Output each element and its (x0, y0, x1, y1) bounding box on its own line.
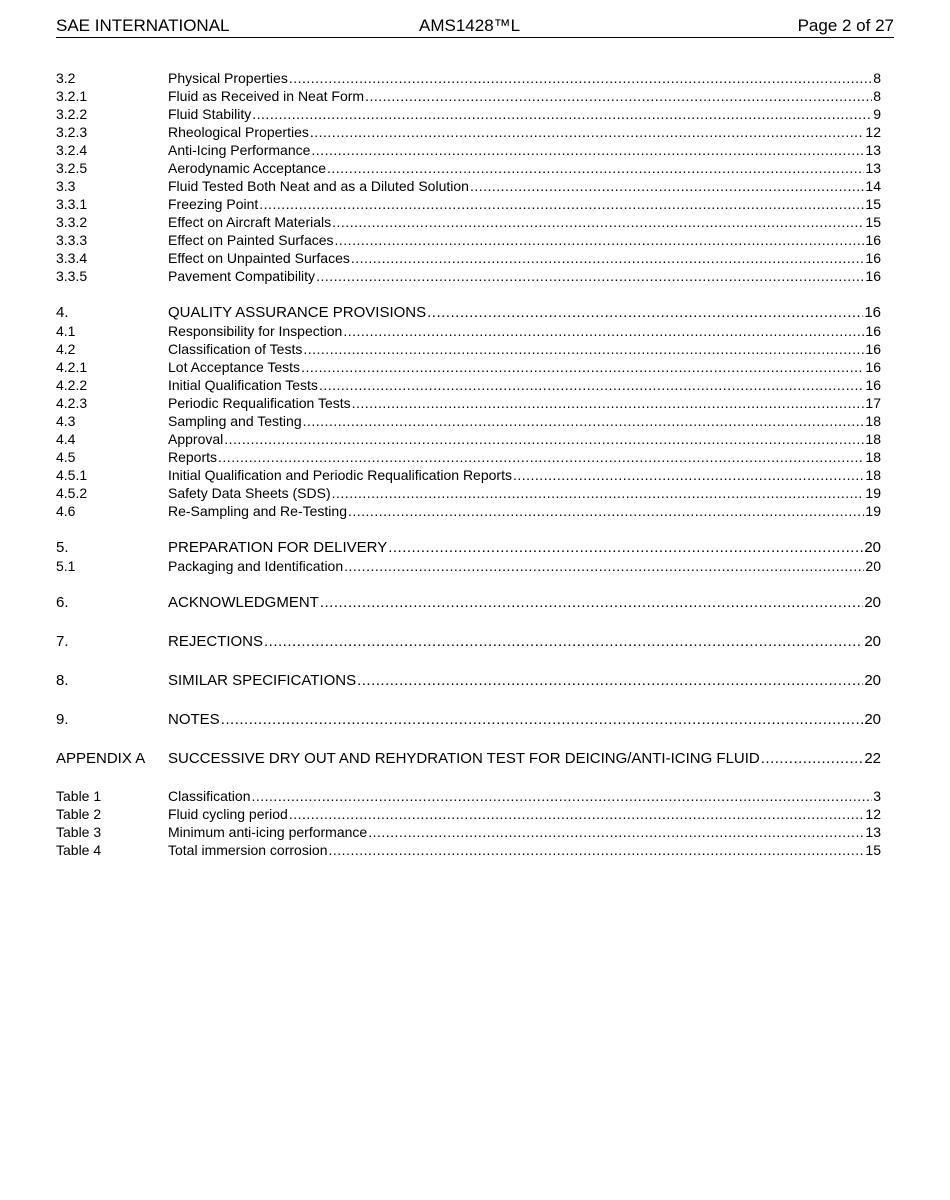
toc-dot-leader (427, 304, 863, 322)
toc-dot-leader (218, 448, 864, 466)
toc-group-section-3 (56, 69, 881, 285)
header-document-number: AMS1428™L (419, 16, 521, 35)
toc-entry-number: 4. (56, 304, 69, 321)
toc-entry-number: Table 1 (56, 788, 102, 804)
toc-entry-title: Classification of Tests (168, 341, 303, 357)
toc-entry-number: 4.2.1 (56, 359, 88, 375)
toc-entry[interactable] (56, 358, 881, 376)
toc-entry-page: 14 (865, 178, 881, 194)
toc-entry-title: SUCCESSIVE DRY OUT AND REHYDRATION TEST FOR DEICING/ANTI-ICING FLUID (168, 750, 760, 767)
toc-entry-number: 3.3.3 (56, 232, 88, 248)
toc-entry-title: Classification (168, 788, 251, 804)
toc-entry-number: 5.1 (56, 558, 76, 574)
toc-entry-number: 3.2.2 (56, 106, 88, 122)
toc-entry-number: 6. (56, 594, 69, 611)
toc-entry[interactable] (56, 394, 881, 412)
toc-entry-title: Freezing Point (168, 196, 259, 212)
toc-entry-title: Fluid as Received in Neat Form (168, 88, 365, 104)
toc-entry-number: 4.5 (56, 449, 76, 465)
toc-entry-page: 16 (865, 377, 881, 393)
toc-entry-page: 16 (864, 304, 881, 321)
toc-entry[interactable] (56, 841, 881, 859)
toc-entry-page: 13 (865, 824, 881, 840)
toc-entry-title: REJECTIONS (168, 633, 264, 650)
toc-entry-number: 9. (56, 711, 69, 728)
toc-entry-number: 3.2.5 (56, 160, 88, 176)
toc-dot-leader (761, 750, 864, 768)
header-page-number: Page 2 of 27 (797, 16, 894, 35)
toc-entry-title: Pavement Compatibility (168, 268, 316, 284)
toc-entry[interactable] (56, 448, 881, 466)
toc-entry-title: Effect on Painted Surfaces (168, 232, 334, 248)
toc-entry[interactable] (56, 177, 881, 195)
toc-entry-page: 16 (865, 250, 881, 266)
toc-entry-page: 15 (865, 196, 881, 212)
toc-entry-page: 8 (873, 70, 881, 86)
toc-entry-page: 16 (865, 232, 881, 248)
toc-dot-leader (352, 394, 865, 412)
toc-dot-leader (221, 711, 864, 729)
toc-entry-page: 20 (864, 711, 881, 728)
toc-group-tables (56, 787, 881, 859)
toc-entry[interactable] (56, 69, 881, 87)
toc-entry-page: 20 (865, 558, 881, 574)
toc-entry-page: 19 (865, 485, 881, 501)
toc-dot-leader (368, 823, 864, 841)
toc-entry-title: PREPARATION FOR DELIVERY (168, 539, 388, 556)
toc-dot-leader (343, 322, 864, 340)
toc-entry-number: 4.2 (56, 341, 76, 357)
toc-entry[interactable] (56, 340, 881, 358)
toc-entry[interactable] (56, 159, 881, 177)
toc-entry-number: 4.4 (56, 431, 76, 447)
toc-dot-leader (289, 69, 872, 87)
toc-entry-title: Sampling and Testing (168, 413, 302, 429)
toc-entry-page: 18 (865, 467, 881, 483)
toc-entry-title: Safety Data Sheets (SDS) (168, 485, 331, 501)
toc-dot-leader (344, 557, 864, 575)
toc-entry-page: 3 (873, 788, 881, 804)
toc-group-appendix (56, 750, 881, 768)
toc-entry[interactable] (56, 304, 881, 322)
toc-entry-title: QUALITY ASSURANCE PROVISIONS (168, 304, 427, 321)
toc-entry[interactable] (56, 711, 881, 729)
toc-entry[interactable] (56, 539, 881, 557)
toc-entry[interactable] (56, 376, 881, 394)
toc-entry-title: Aerodynamic Acceptance (168, 160, 326, 176)
toc-entry-page: 18 (865, 431, 881, 447)
toc-entry-page: 20 (864, 633, 881, 650)
toc-entry-number: 4.2.2 (56, 377, 88, 393)
toc-dot-leader (335, 231, 865, 249)
toc-entry-title: Responsibility for Inspection (168, 323, 343, 339)
toc-group-section-7 (56, 633, 881, 651)
toc-dot-leader (319, 376, 864, 394)
toc-entry[interactable] (56, 787, 881, 805)
toc-entry[interactable] (56, 430, 881, 448)
toc-entry-number: 5. (56, 539, 69, 556)
toc-dot-leader (264, 633, 863, 651)
toc-dot-leader (513, 466, 864, 484)
toc-dot-leader (289, 805, 865, 823)
toc-group-section-6 (56, 594, 881, 612)
toc-entry-title: Periodic Requalification Tests (168, 395, 351, 411)
toc-dot-leader (351, 249, 865, 267)
toc-entry-number: 3.3.2 (56, 214, 88, 230)
toc-entry-title: Effect on Unpainted Surfaces (168, 250, 350, 266)
toc-entry-number: 3.2.3 (56, 124, 88, 140)
page-header (56, 15, 894, 38)
toc-entry-number: 4.2.3 (56, 395, 88, 411)
toc-entry-number: 4.1 (56, 323, 76, 339)
toc-entry-title: NOTES (168, 711, 220, 728)
toc-entry-title: Re-Sampling and Re-Testing (168, 503, 347, 519)
toc-dot-leader (303, 412, 865, 430)
toc-entry-number: 8. (56, 672, 69, 689)
toc-entry[interactable] (56, 213, 881, 231)
toc-entry-page: 19 (865, 503, 881, 519)
toc-dot-leader (332, 213, 864, 231)
toc-dot-leader (252, 105, 872, 123)
toc-entry[interactable] (56, 249, 881, 267)
toc-dot-leader (329, 841, 865, 859)
toc-entry-title: Reports (168, 449, 218, 465)
toc-entry-number: 4.5.2 (56, 485, 88, 501)
toc-dot-leader (470, 177, 864, 195)
toc-entry-page: 16 (865, 268, 881, 284)
toc-entry-title: Physical Properties (168, 70, 288, 86)
toc-entry[interactable] (56, 750, 881, 768)
toc-entry-page: 20 (864, 539, 881, 556)
toc-entry[interactable] (56, 87, 881, 105)
toc-entry-page: 12 (865, 124, 881, 140)
toc-entry-number: 3.3 (56, 178, 76, 194)
toc-entry[interactable] (56, 466, 881, 484)
toc-entry[interactable] (56, 267, 881, 285)
toc-dot-leader (224, 430, 864, 448)
toc-entry[interactable] (56, 672, 881, 690)
toc-dot-leader (332, 484, 865, 502)
toc-entry[interactable] (56, 105, 881, 123)
toc-dot-leader (301, 358, 864, 376)
toc-dot-leader (303, 340, 864, 358)
toc-entry[interactable] (56, 805, 881, 823)
toc-entry-number: 4.5.1 (56, 467, 88, 483)
toc-entry-title: SIMILAR SPECIFICATIONS (168, 672, 357, 689)
toc-entry-number: 3.3.5 (56, 268, 88, 284)
header-organization: SAE INTERNATIONAL (56, 16, 230, 35)
toc-group-section-9 (56, 711, 881, 729)
toc-dot-leader (316, 267, 864, 285)
toc-entry[interactable] (56, 633, 881, 651)
toc-entry-page: 12 (865, 806, 881, 822)
toc-entry[interactable] (56, 484, 881, 502)
toc-entry-number: Table 3 (56, 824, 102, 840)
toc-entry-page: 16 (865, 341, 881, 357)
toc-entry-page: 16 (865, 359, 881, 375)
toc-dot-leader (388, 539, 863, 557)
toc-entry-title: Packaging and Identification (168, 558, 344, 574)
toc-entry-title: Fluid Tested Both Neat and as a Diluted Solution (168, 178, 469, 194)
toc-entry[interactable] (56, 322, 881, 340)
toc-entry-number: 3.2 (56, 70, 76, 86)
toc-entry-title: ACKNOWLEDGMENT (168, 594, 319, 611)
toc-entry-number: Table 2 (56, 806, 102, 822)
toc-dot-leader (259, 195, 864, 213)
toc-entry[interactable] (56, 231, 881, 249)
toc-dot-leader (311, 141, 864, 159)
toc-entry-number: Table 4 (56, 842, 102, 858)
toc-dot-leader (365, 87, 872, 105)
toc-entry-title: Minimum anti-icing performance (168, 824, 368, 840)
toc-entry[interactable] (56, 412, 881, 430)
toc-group-section-4 (56, 304, 881, 520)
toc-entry-number: 3.2.4 (56, 142, 88, 158)
toc-entry-title: Rheological Properties (168, 124, 309, 140)
toc-entry-title: Fluid Stability (168, 106, 252, 122)
toc-entry-number: 3.3.4 (56, 250, 88, 266)
toc-entry-number: 3.2.1 (56, 88, 88, 104)
toc-entry-title: Initial Qualification Tests (168, 377, 318, 393)
toc-entry[interactable] (56, 557, 881, 575)
toc-entry-page: 15 (865, 842, 881, 858)
toc-entry-title: Approval (168, 431, 224, 447)
toc-entry-page: 20 (864, 672, 881, 689)
toc-entry-title: Initial Qualification and Periodic Requalification Reports (168, 467, 512, 483)
toc-entry-page: 15 (865, 214, 881, 230)
toc-entry-page: 16 (865, 323, 881, 339)
toc-entry-number: 4.6 (56, 503, 76, 519)
toc-dot-leader (320, 594, 863, 612)
toc-entry-number: 3.3.1 (56, 196, 88, 212)
toc-entry-title: Anti-Icing Performance (168, 142, 311, 158)
toc-group-section-8 (56, 672, 881, 690)
toc-entry-page: 13 (865, 160, 881, 176)
toc-dot-leader (251, 787, 872, 805)
toc-entry[interactable] (56, 594, 881, 612)
toc-entry-number: 7. (56, 633, 69, 650)
toc-entry-title: Lot Acceptance Tests (168, 359, 301, 375)
toc-dot-leader (327, 159, 864, 177)
toc-entry-page: 9 (873, 106, 881, 122)
toc-entry-page: 18 (865, 449, 881, 465)
toc-entry-number: 4.3 (56, 413, 76, 429)
toc-entry-page: 8 (873, 88, 881, 104)
toc-entry-page: 22 (864, 750, 881, 767)
toc-entry[interactable] (56, 195, 881, 213)
toc-entry-page: 18 (865, 413, 881, 429)
toc-entry-page: 17 (865, 395, 881, 411)
table-of-contents (56, 69, 881, 878)
toc-entry-title: Fluid cycling period (168, 806, 288, 822)
toc-entry[interactable] (56, 141, 881, 159)
toc-entry-page: 20 (864, 594, 881, 611)
toc-entry[interactable] (56, 502, 881, 520)
toc-entry-title: Effect on Aircraft Materials (168, 214, 332, 230)
toc-dot-leader (310, 123, 865, 141)
toc-dot-leader (357, 672, 863, 690)
toc-group-section-5 (56, 539, 881, 575)
toc-entry[interactable] (56, 823, 881, 841)
toc-entry[interactable] (56, 123, 881, 141)
toc-entry-number: APPENDIX A (56, 750, 146, 767)
toc-dot-leader (348, 502, 864, 520)
toc-entry-title: Total immersion corrosion (168, 842, 328, 858)
toc-entry-page: 13 (865, 142, 881, 158)
